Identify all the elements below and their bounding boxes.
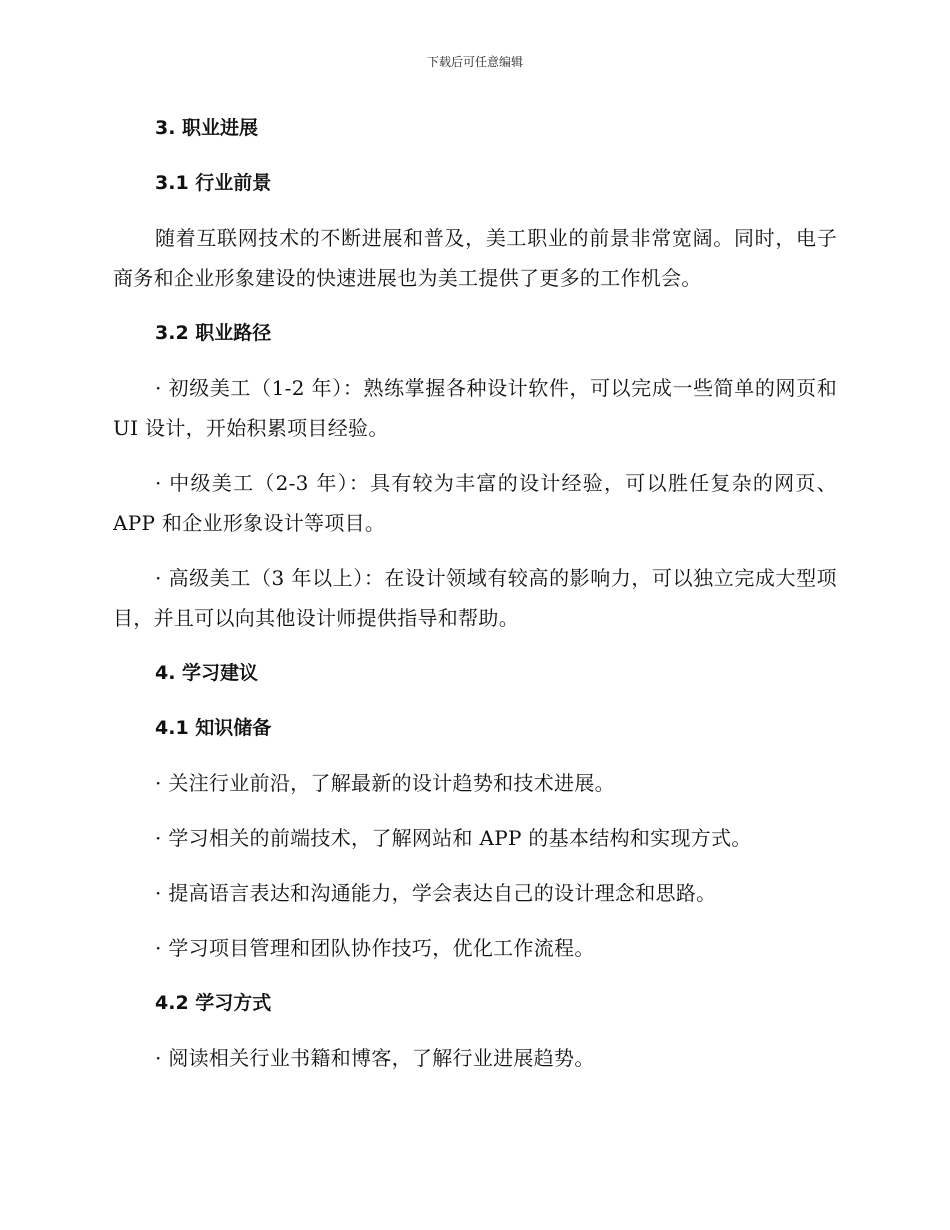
page-header: 下载后可任意编辑 [426,55,523,69]
list-item: · 提高语言表达和沟通能力，学会表达自己的设计理念和思路。 [155,881,717,905]
subsection-heading-3-2: 3.2 职业路径 [155,322,272,344]
subsection-heading-4-2: 4.2 学习方式 [155,992,272,1014]
list-item: · 初级美工（1-2 年）：熟练掌握各种设计软件，可以完成一些简单的网页和 UI 设计，开始积累项目经验。 [113,376,837,440]
subsection-heading-4-1: 4.1 知识储备 [155,717,272,739]
list-item: · 中级美工（2-3 年）：具有较为丰富的设计经验，可以胜任复杂的网页、APP 和企业形象设计等项目。 [113,471,837,535]
section-heading-3: 3. 职业进展 [155,117,259,139]
list-item: · 关注行业前沿，了解最新的设计趋势和技术进展。 [155,771,615,795]
list-item: · 学习相关的前端技术，了解网站和 APP 的基本结构和实现方式。 [155,826,752,850]
paragraph-industry-outlook: 随着互联网技术的不断进展和普及，美工职业的前景非常宽阔。同时，电子商务和企业形象建设的快速进展也为美工提供了更多的工作机会。 [113,226,837,290]
section-heading-4: 4. 学习建议 [155,662,259,684]
list-item: · 学习项目管理和团队协作技巧，优化工作流程。 [155,936,595,960]
list-item: · 高级美工（3 年以上）：在设计领域有较高的影响力，可以独立完成大型项目，并且可以向其他设计师提供指导和帮助。 [113,566,837,630]
subsection-heading-3-1: 3.1 行业前景 [155,172,272,194]
document-body [113,108,837,1093]
list-item: · 阅读相关行业书籍和博客，了解行业进展趋势。 [155,1046,595,1070]
